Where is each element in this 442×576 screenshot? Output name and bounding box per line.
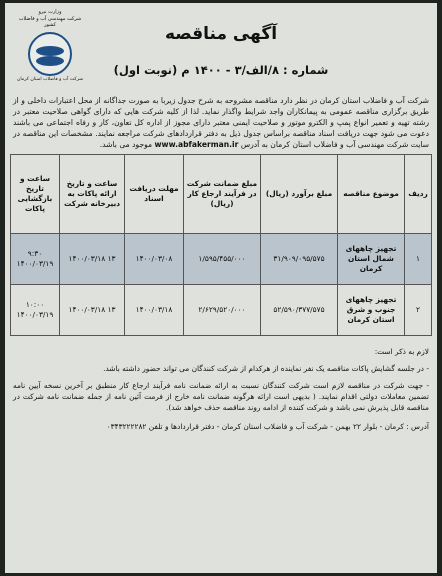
cell-deadline: ۱۴۰۰/۰۳/۱۸ [125, 285, 184, 336]
col-subject: موضوع مناقصه [338, 155, 405, 234]
notice-title: آگهی مناقصه [164, 24, 278, 44]
cell-opening: ۹:۳۰ ۱۴۰۰/۰۳/۱۹ [11, 234, 60, 285]
cell-row-number: ۲ [405, 285, 432, 336]
intro-paragraph [5, 95, 437, 150]
company-name: شرکت مهندسی آب و فاضلاب کشور [18, 15, 82, 28]
cell-subject: تجهیز چاههای شمال استان کرمان [338, 234, 405, 285]
cell-row-number: ۱ [405, 234, 432, 285]
col-opening: ساعت و تاریخ بازگشایی پاکات [11, 155, 60, 234]
note-item: - جهت شرکت در مناقصه لازم است شرکت کنندگان نسبت به ارائه ضمانت نامه فرآیند ارجاع کار منطبق بر آخرین نسخه آیین نامه تضمین معاملات دولتی اقدام نمایند. ( بدیهی است ارائه هرگونه ضمانت نامه خارج از فرمت آئین نامه از جمله ضمانت نامه شرکت در مناقصه قابل پذیرش نمی باشد و شرکت کننده از ادامه روند مناقصه حذف خواهد شد). [13, 381, 429, 413]
cell-deadline: ۱۴۰۰/۰۳/۰۸ [125, 234, 184, 285]
cell-submission: ۱۳ ۱۴۰۰/۰۳/۱۸ [60, 234, 125, 285]
header [5, 3, 437, 95]
intro-suffix: موجود می باشد. [99, 140, 153, 149]
table-header-row [11, 155, 432, 234]
col-estimate: مبلغ برآورد (ریال) [261, 155, 338, 234]
notice-number: شماره : ۸/الف/۳ - ۱۴۰۰ م (نوبت اول) [113, 63, 329, 77]
col-submission: ساعت و تاریخ ارائه پاکات به دبیرخانه شرکت [60, 155, 125, 234]
col-row-number: ردیف [405, 155, 432, 234]
notes-heading: لازم به ذکر است: [374, 347, 429, 356]
logo-caption: شرکت آب و فاضلاب استان کرمان [16, 76, 83, 82]
cell-guarantee: ۲/۶۲۹/۵۲۰/۰۰۰ [184, 285, 261, 336]
cell-estimate: ۳۱/۹۰۹/۰۹۵/۵۷۵ [261, 234, 338, 285]
contact-address: آدرس : کرمان - بلوار ۲۲ بهمن - شرکت آب و فاضلاب استان کرمان - دفتر قراردادها و تلفن ۰۳۴۳۲۲۲۲۸۲ [106, 421, 429, 431]
col-deadline: مهلت دریافت اسناد [125, 155, 184, 234]
cell-guarantee: ۱/۵۹۵/۴۵۵/۰۰۰ [184, 234, 261, 285]
intro-text: شرکت آب و فاضلاب استان کرمان در نظر دارد مناقصه مشروحه به شرح جدول زیربا به صورت جداگانه از محل اعتبارات داخلی و از طریق برگزاری مناقصه عمومی به پیمانکاران واجد شرایط واگذار نماید. لذا از کلیه شرکت هایی که دارای گواهی صلاحیت معتبر در رشته تهیه و تعمیر انواع پمپ و الکترو موتور و صلاحیت ایمنی معتبر دارای مجوز از اداره کل تعاون، کار و رفاه اجتماعی می باشند دعوت می شود جهت دریافت اسناد مناقصه براساس جدول ذیل به دفتر قراردادهای شرکت مراجعه نمایند. مشخصات این مناقصه در سایت شرکت مهندسی آب و فاضلاب استان کرمان به آدرس [13, 96, 429, 149]
ministry-name: وزارت نیرو [38, 9, 62, 15]
tender-table [10, 154, 432, 336]
note-item: - در جلسه گشایش پاکات مناقصه یک نفر نماینده از هرکدام از شرکت کنندگان می تواند حضور داشته باشد. [103, 364, 429, 374]
cell-opening: ۱۰:۰۰ ۱۴۰۰/۰۳/۱۹ [11, 285, 60, 336]
cell-estimate: ۵۲/۵۹۰/۳۷۷/۵۷۵ [261, 285, 338, 336]
notes-section [5, 346, 437, 414]
cell-submission: ۱۳ ۱۴۰۰/۰۳/۱۸ [60, 285, 125, 336]
website-link[interactable]: www.abfakerman.ir [154, 140, 239, 149]
table-row [11, 234, 432, 285]
cell-subject: تجهیز چاههای جنوب و شرق استان کرمان [338, 285, 405, 336]
table-row [11, 285, 432, 336]
col-guarantee: مبلغ ضمانت شرکت در فرآیند ارجاع کار (ریال) [184, 155, 261, 234]
tender-notice [5, 3, 437, 573]
